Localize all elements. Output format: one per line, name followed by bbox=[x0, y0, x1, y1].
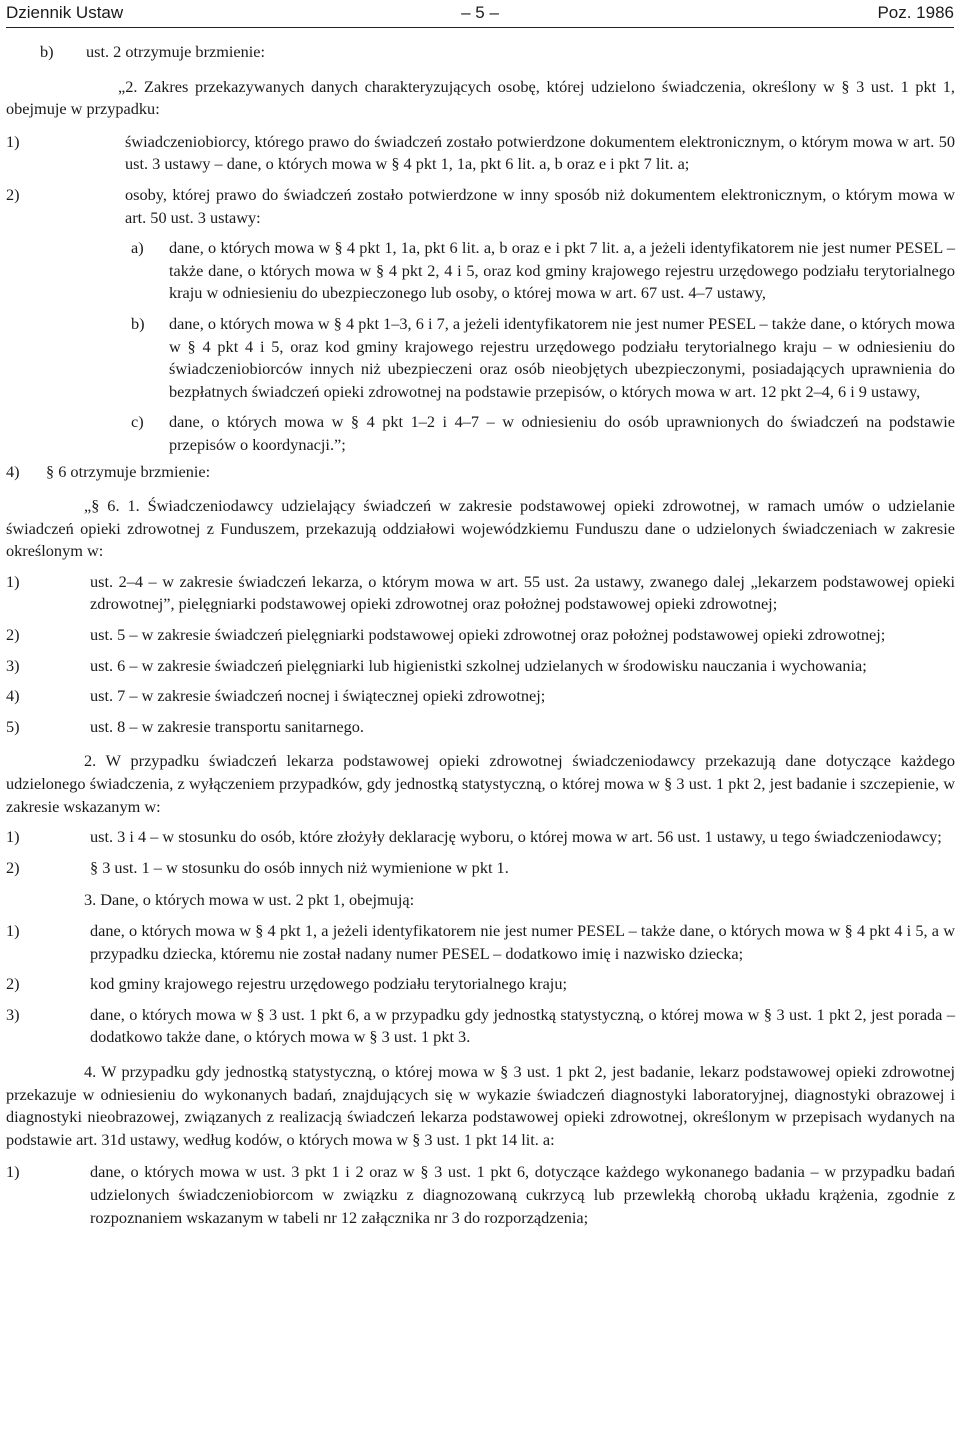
list-item bbox=[6, 624, 955, 647]
item-label: 3) bbox=[6, 655, 20, 675]
item-text: dane, o których mowa w § 4 pkt 1–3, 6 i 7, a jeżeli identyfikatorem nie jest numer PESEL – także dane, o których mowa w § 4 pkt 4 i 5, oraz kod gminy krajowego rejestru urzędowego podziału terytorialnego kraju – w odniesieniu do świadczeniobiorców innych niż ubezpieczeni oraz osób nieobjętych ubezpieczonymi, posiadających uprawnienia do bezpłatnych świadczeń opieki zdrowotnej na podstawie przepisów, o których mowa w art. 12 pkt 2–4, 6 i 9 ustawy, bbox=[169, 313, 955, 401]
page-number: – 5 – bbox=[461, 3, 499, 22]
item-text: § 3 ust. 1 – w stosunku do osób innych niż wymienione w pkt 1. bbox=[90, 857, 509, 877]
item-text: dane, o których mowa w § 4 pkt 1, a jeżeli identyfikatorem nie jest numer PESEL – także dane, o których mowa w § 4 pkt 4 i 5, a w przypadku dziecka, któremu nie został nadany numer PESEL – dodatkowo imię i nazwisko dziecka; bbox=[90, 921, 955, 963]
list-item bbox=[6, 571, 955, 616]
item-text: ust. 3 i 4 – w stosunku do osób, które złożyły deklarację wyboru, o której mowa w art. 56 ust. 1 ustawy, u tego świadczeniodawcy; bbox=[90, 827, 942, 847]
s6-4-intro: 4. W przypadku gdy jednostką statystyczną, o której mowa w § 3 ust. 1 pkt 2, jest badanie, lekarz podstawowej opieki zdrowotnej przekazuje w odniesieniu do wykonanych badań, znajdujących się w wykazie świadczeń diagnostyki laboratoryjnej, diagnostyki obrazowej i diagnostyki nieobrazowej, związanych z realizacją świadczeń lekarza podstawowej opieki zdrowotnej, określonym w przepisach wydanych na podstawie art. 31d ustawy, według kodów, o których mowa w § 3 ust. 1 pkt 14 lit. a: bbox=[6, 1061, 955, 1149]
item-text: ust. 7 – w zakresie świadczeń nocnej i świątecznej opieki zdrowotnej; bbox=[90, 686, 546, 706]
position-number: Poz. 1986 bbox=[877, 3, 954, 22]
item-label: c) bbox=[131, 412, 144, 432]
sub-item bbox=[131, 411, 955, 456]
list-item bbox=[6, 973, 955, 996]
item-text: dane, o których mowa w § 3 ust. 1 pkt 6, a w przypadku gdy jednostką statystyczną, o której mowa w § 3 ust. 1 pkt 2, jest porada – dodatkowo także dane, o których mowa w § 3 ust. 1 pkt 3. bbox=[90, 1004, 955, 1047]
item-label: 2) bbox=[6, 184, 20, 204]
item-text: ust. 8 – w zakresie transportu sanitarnego. bbox=[90, 716, 364, 736]
item-text: ust. 6 – w zakresie świadczeń pielęgniarki lub higienistki szkolnej udzielanych w środowisku nauczania i wychowania; bbox=[90, 655, 867, 675]
item-label: 5) bbox=[6, 716, 20, 736]
sub-item bbox=[131, 313, 955, 403]
item-text: dane, o których mowa w § 4 pkt 1–2 i 4–7 – w odniesieniu do osób uprawnionych do świadczeń na podstawie przepisów o koordynacji.”; bbox=[169, 412, 955, 454]
item-label: 2) bbox=[6, 974, 20, 994]
item-text: osoby, której prawo do świadczeń zostało potwierdzone w inny sposób niż dokumentem elektronicznym, o którym mowa w art. 50 ust. 3 ustawy: bbox=[125, 184, 955, 227]
item-text: dane, o których mowa w § 4 pkt 1, 1a, pkt 6 lit. a, b oraz e i pkt 7 lit. a, a jeżeli identyfikatorem nie jest numer PESEL – także dane, o których mowa w § 4 pkt 2, 4 i 5, oraz kod gminy krajowego rejestru urzędowego podziału terytorialnego kraju w odniesieniu do ubezpieczonego lub osoby, o której mowa w art. 67 ust. 4–7 ustawy, bbox=[169, 238, 955, 303]
list-item bbox=[6, 857, 955, 880]
item-label: b) bbox=[40, 42, 54, 61]
item-text: świadczeniobiorcy, którego prawo do świadczeń zostało potwierdzone dokumentem elektronicznym, o którym mowa w art. 50 ust. 3 ustawy – dane, o których mowa w § 4 pkt 1, 1a, pkt 6 lit. a, b oraz e i pkt 7 lit. a; bbox=[125, 131, 955, 174]
journal-title: Dziennik Ustaw bbox=[6, 3, 124, 22]
item-text: ust. 2 otrzymuje brzmienie: bbox=[86, 42, 266, 61]
list-item bbox=[6, 826, 955, 849]
amendment-b bbox=[40, 41, 955, 64]
item-label: 2) bbox=[6, 625, 20, 645]
ust2-intro: „2. Zakres przekazywanych danych charakteryzujących osobę, której udzielono świadczenia, określony w § 3 ust. 1 pkt 1, obejmuje w przypadku: bbox=[6, 76, 955, 119]
item-label: a) bbox=[131, 238, 144, 258]
page-header bbox=[6, 0, 954, 28]
sub-item bbox=[131, 237, 955, 305]
list-item bbox=[6, 920, 955, 965]
item-label: 1) bbox=[6, 131, 20, 151]
list-item bbox=[6, 685, 955, 708]
s6-intro: „§ 6. 1. Świadczeniodawcy udzielający świadczeń w zakresie podstawowej opieki zdrowotnej, w ramach umów o udzielanie świadczeń opieki zdrowotnej z Funduszem, przekazują oddziałowi wojewódzkiemu Funduszu dane o udzielonych świadczeniach w zakresie określonym w: bbox=[6, 496, 955, 561]
item-label: 1) bbox=[6, 1162, 20, 1182]
s6-2-intro: 2. W przypadku świadczeń lekarza podstawowej opieki zdrowotnej świadczeniodawcy przekazują dane dotyczące każdego udzielonego świadczenia, z wyłączeniem przypadków, gdy jednostką statystyczną, o której mowa w § 3 ust. 1 pkt 2, jest badanie i szczepienie, w zakresie wskazanym w: bbox=[6, 751, 955, 816]
item-label: 4) bbox=[6, 461, 20, 481]
list-item bbox=[6, 184, 955, 229]
item-label: 2) bbox=[6, 857, 20, 877]
list-item bbox=[6, 1004, 955, 1049]
item-label: 4) bbox=[6, 686, 20, 706]
item-label: 1) bbox=[6, 571, 20, 591]
item-label: 3) bbox=[6, 1004, 20, 1024]
item-text: dane, o których mowa w ust. 3 pkt 1 i 2 oraz w § 3 ust. 1 pkt 6, dotyczące każdego wykonanego badania – w przypadku badań udzielonych świadczeniobiorcom w związku z diagnozowaną cukrzycą lub przewlekłą chorobą układu krążenia, zgodnie z rozpoznaniem wskazanym w tabeli nr 12 załącznika nr 3 do rozporządzenia; bbox=[90, 1162, 955, 1227]
item-text: ust. 2–4 – w zakresie świadczeń lekarza, o którym mowa w art. 55 ust. 2a ustawy, zwanego dalej „lekarzem podstawowej opieki zdrowotnej”, pielęgniarki podstawowej opieki zdrowotnej oraz położnej podstawowej opieki zdrowotnej; bbox=[90, 571, 955, 614]
list-item bbox=[6, 655, 955, 678]
item-text: § 6 otrzymuje brzmienie: bbox=[46, 461, 211, 481]
item-label: 1) bbox=[6, 921, 20, 940]
item-label: 1) bbox=[6, 827, 20, 847]
item-label: b) bbox=[131, 313, 145, 333]
list-item bbox=[6, 716, 955, 739]
list-item bbox=[6, 131, 955, 176]
item-text: kod gminy krajowego rejestru urzędowego podziału terytorialnego kraju; bbox=[90, 974, 567, 994]
s6-3-intro: 3. Dane, o których mowa w ust. 2 pkt 1, obejmują: bbox=[84, 890, 415, 910]
document-body bbox=[6, 41, 955, 1229]
item-text: ust. 5 – w zakresie świadczeń pielęgniarki podstawowej opieki zdrowotnej oraz położnej podstawowej opieki zdrowotnej; bbox=[90, 625, 886, 645]
list-item bbox=[6, 1161, 955, 1229]
amendment-4 bbox=[6, 461, 955, 484]
